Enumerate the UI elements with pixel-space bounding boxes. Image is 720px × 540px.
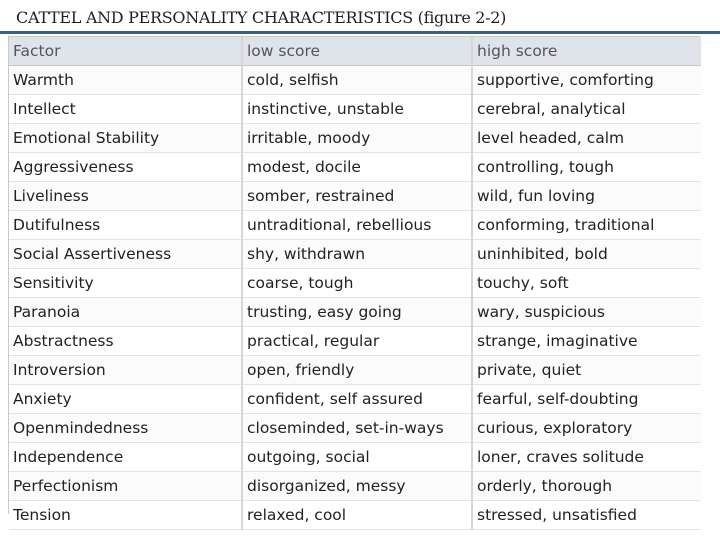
table-row [9,269,701,298]
header-low-score: low score [242,37,472,66]
table-row [9,327,701,356]
table-row [9,153,701,182]
high-score-cell: strange, imaginative [472,327,701,356]
high-score-cell: conforming, traditional [472,211,701,240]
table-row [9,501,701,530]
factor-cell: Openmindedness [9,414,242,443]
high-score-cell: touchy, soft [472,269,701,298]
table-row [9,124,701,153]
low-score-cell: closeminded, set-in-ways [242,414,472,443]
high-score-cell: wary, suspicious [472,298,701,327]
low-score-cell: irritable, moody [242,124,472,153]
low-score-cell: confident, self assured [242,385,472,414]
low-score-cell: cold, selfish [242,66,472,95]
high-score-cell: fearful, self-doubting [472,385,701,414]
table-row [9,95,701,124]
factor-cell: Perfectionism [9,472,242,501]
factor-cell: Tension [9,501,242,530]
low-score-cell: relaxed, cool [242,501,472,530]
high-score-cell: loner, craves solitude [472,443,701,472]
high-score-cell: uninhibited, bold [472,240,701,269]
header-high-score: high score [472,37,701,66]
low-score-cell: open, friendly [242,356,472,385]
factor-cell: Dutifulness [9,211,242,240]
factor-cell: Warmth [9,66,242,95]
low-score-cell: instinctive, unstable [242,95,472,124]
table-row [9,298,701,327]
personality-table-container [8,36,700,524]
low-score-cell: outgoing, social [242,443,472,472]
low-score-cell: practical, regular [242,327,472,356]
factor-cell: Introversion [9,356,242,385]
table-row [9,211,701,240]
factor-cell: Emotional Stability [9,124,242,153]
table-row [9,66,701,95]
title-divider [0,31,720,34]
factor-cell: Anxiety [9,385,242,414]
factor-cell: Sensitivity [9,269,242,298]
high-score-cell: controlling, tough [472,153,701,182]
table-header-row [9,37,701,66]
factor-cell: Intellect [9,95,242,124]
high-score-cell: level headed, calm [472,124,701,153]
table-row [9,182,701,211]
low-score-cell: untraditional, rebellious [242,211,472,240]
high-score-cell: supportive, comforting [472,66,701,95]
high-score-cell: curious, exploratory [472,414,701,443]
low-score-cell: disorganized, messy [242,472,472,501]
table-row [9,356,701,385]
high-score-cell: orderly, thorough [472,472,701,501]
high-score-cell: stressed, unsatisfied [472,501,701,530]
factor-cell: Aggressiveness [9,153,242,182]
table-row [9,414,701,443]
low-score-cell: somber, restrained [242,182,472,211]
factor-cell: Social Assertiveness [9,240,242,269]
factor-cell: Independence [9,443,242,472]
factor-cell: Liveliness [9,182,242,211]
low-score-cell: coarse, tough [242,269,472,298]
table-row [9,385,701,414]
factor-cell: Abstractness [9,327,242,356]
low-score-cell: shy, withdrawn [242,240,472,269]
low-score-cell: trusting, easy going [242,298,472,327]
high-score-cell: cerebral, analytical [472,95,701,124]
personality-table [9,37,701,530]
factor-cell: Paranoia [9,298,242,327]
high-score-cell: private, quiet [472,356,701,385]
low-score-cell: modest, docile [242,153,472,182]
page-title: CATTEL AND PERSONALITY CHARACTERISTICS (figure 2-2) [16,8,507,27]
table-row [9,472,701,501]
table-body [9,37,701,530]
table-row [9,240,701,269]
table-row [9,443,701,472]
header-factor: Factor [9,37,242,66]
high-score-cell: wild, fun loving [472,182,701,211]
